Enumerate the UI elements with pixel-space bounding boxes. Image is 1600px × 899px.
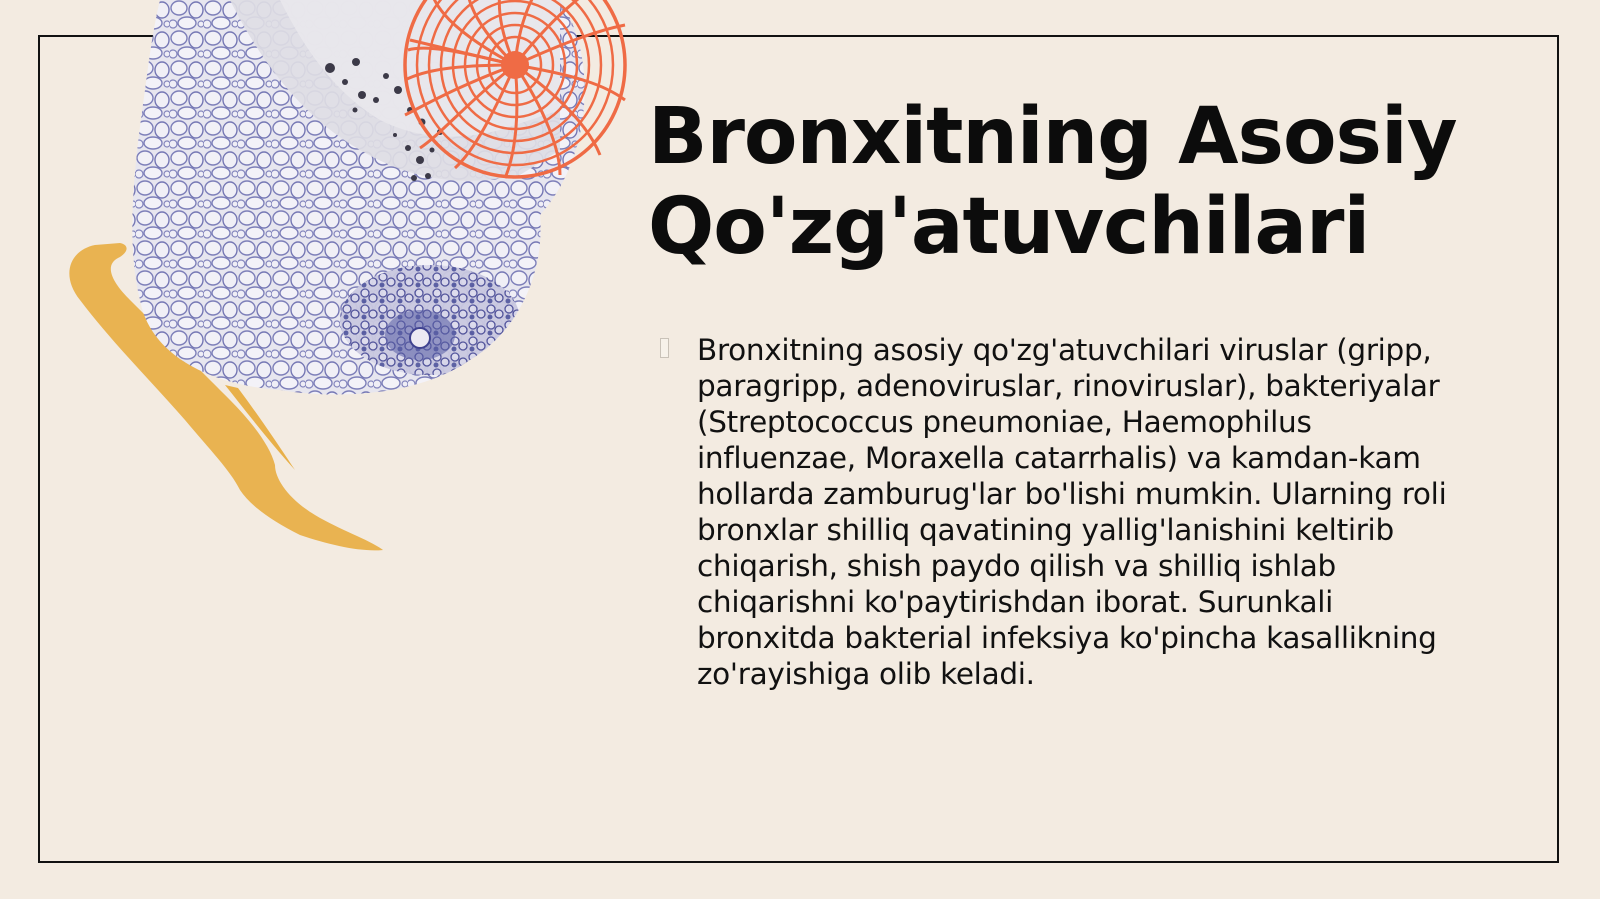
slide-title <box>648 92 1548 272</box>
content-bullet <box>660 332 1510 692</box>
body-paragraph: Bronxitning asosiy qo'zg'atuvchilari viruslar (gripp, paragripp, adenoviruslar, rinoviruslar), bakteriyalar (Streptococcus pneumoniae, Haemophilus influenzae, Moraxella catarrhalis) va kamdan-kam hollarda zamburug'lar bo'lishi mumkin. Ularning roli bronxlar shilliq qavatining yallig'lanishini keltirib chiqarish, shish paydo qilish va shilliq ishlab chiqarishni ko'paytirishdan iborat. Surunkali bronxitda bakterial infeksiya ko'pincha kasallikning zo'rayishiga olib keladi. <box>697 333 1447 691</box>
decorative-artwork <box>0 0 660 600</box>
title-line-2: Qo'zg'atuvchilari <box>648 182 1370 272</box>
title-line-1: Bronxitning Asosiy <box>648 92 1457 182</box>
bullet-marker-icon <box>660 338 669 358</box>
